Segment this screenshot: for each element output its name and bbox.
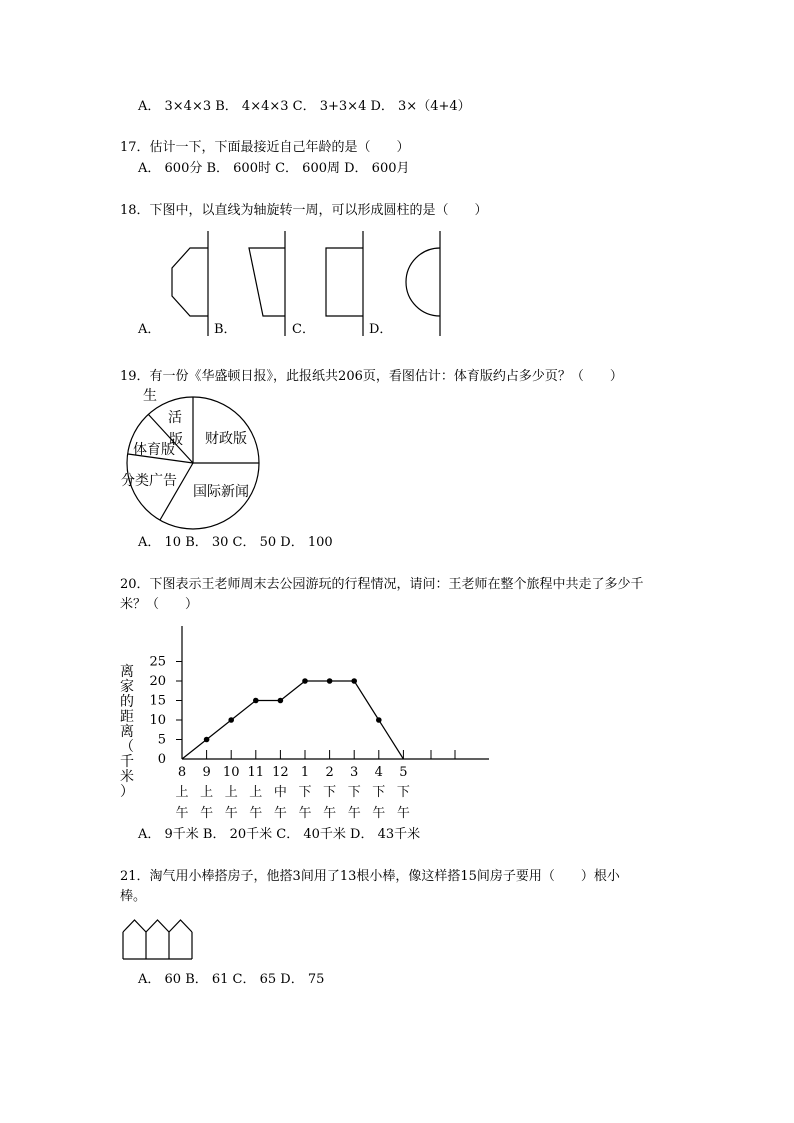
q18-label-b: B． <box>214 322 237 337</box>
x-tick-hour: 11 <box>247 765 265 780</box>
y-tick-label: 10 <box>149 713 166 728</box>
shape-c <box>326 231 363 336</box>
q20-question-line1: 20．下图表示王老师周末去公园游玩的行程情况，请问：王老师在整个旅程中共走了多少千 <box>120 577 644 592</box>
x-tick-period: 下 <box>323 785 337 800</box>
x-tick-suffix: 午 <box>200 806 214 821</box>
y-axis-label-char: （ <box>120 739 134 755</box>
pie-label-intl: 国际新闻 <box>193 484 249 500</box>
y-tick-label: 5 <box>157 732 166 748</box>
q18-label-d: D． <box>369 322 393 337</box>
q19-question: 19．有一份《华盛顿日报》，此报纸共206页，看图估计：体育版约占多少页？（ ） <box>120 369 623 384</box>
q17-options: A． 600分 B． 600时 C． 600周 D． 600月 <box>138 161 410 176</box>
x-tick-period: 下 <box>396 785 410 800</box>
pie-label-life-3: 版 <box>169 432 183 448</box>
x-tick-suffix: 午 <box>273 806 287 821</box>
x-tick-suffix: 午 <box>175 806 189 821</box>
x-tick-suffix: 午 <box>372 806 386 821</box>
y-axis-label-char: 的 <box>120 694 134 710</box>
data-point <box>204 737 210 743</box>
x-tick-period: 上 <box>249 785 263 800</box>
y-tick-label: 20 <box>149 674 166 689</box>
x-tick-suffix: 午 <box>323 806 337 821</box>
data-point <box>228 717 234 723</box>
y-axis-label-char: 距 <box>120 709 134 725</box>
data-point <box>253 698 259 704</box>
q20-question-line2: 米？（ ） <box>120 597 199 612</box>
x-tick-period: 下 <box>298 785 312 800</box>
x-tick-hour: 9 <box>202 765 211 780</box>
x-tick-hour: 10 <box>222 765 240 780</box>
x-tick-suffix: 午 <box>298 806 312 821</box>
distance-series-line <box>182 681 403 759</box>
shape-a <box>172 231 208 336</box>
q21-question-line2: 棒。 <box>120 889 147 904</box>
pie-label-sports: 体育版 <box>133 442 175 458</box>
y-axis-label-char: 米 <box>120 769 134 785</box>
q18-question: 18．下图中，以直线为轴旋转一周，可以形成圆柱的是（ ） <box>120 203 488 218</box>
x-tick-hour: 2 <box>325 765 334 780</box>
y-tick-label: 15 <box>149 693 166 709</box>
x-tick-hour: 8 <box>177 765 187 780</box>
data-point <box>376 717 382 723</box>
y-tick-label: 0 <box>157 752 166 767</box>
pie-outline <box>127 397 259 529</box>
q17-question: 17．估计一下，下面最接近自己年龄的是（ ） <box>120 140 410 155</box>
shape-d <box>406 231 440 336</box>
x-tick-period: 下 <box>347 785 361 800</box>
pie-label-finance: 财政版 <box>205 431 247 447</box>
x-tick-hour: 5 <box>399 765 408 780</box>
q18-label-c: C． <box>292 322 315 337</box>
pie-label-life-2: 活 <box>168 410 182 426</box>
y-axis-label-char: 家 <box>120 679 134 695</box>
x-tick-suffix: 午 <box>249 806 263 821</box>
pie-divider-lower <box>160 463 193 520</box>
x-tick-period: 上 <box>200 785 214 800</box>
y-axis-label-char: 离 <box>120 664 134 680</box>
x-tick-period: 下 <box>372 785 386 800</box>
pie-label-ads: 分类广告 <box>121 473 177 489</box>
x-tick-period: 中 <box>273 785 287 800</box>
data-point <box>351 678 357 684</box>
pie-label-life-1: 生 <box>143 388 157 404</box>
q20-options: A． 9千米 B． 20千米 C． 40千米 D． 43千米 <box>138 827 421 842</box>
q19-options: A． 10 B． 30 C． 50 D． 100 <box>138 535 333 550</box>
q18-label-a: A． <box>138 322 161 337</box>
x-tick-hour: 3 <box>350 765 359 780</box>
shape-b <box>249 231 285 336</box>
x-tick-suffix: 午 <box>224 806 238 821</box>
q16-options: A． 3×4×3 B． 4×4×3 C． 3+3×4 D． 3×（4+4） <box>138 99 471 114</box>
data-point <box>278 698 284 704</box>
x-tick-suffix: 午 <box>396 806 410 821</box>
q21-question-line1: 21．淘气用小棒搭房子，他搭3间用了13根小棒，像这样搭15间房子要用（ ）根小 <box>120 869 620 884</box>
x-tick-period: 上 <box>175 785 189 800</box>
data-point <box>302 678 308 684</box>
x-tick-hour: 4 <box>374 765 383 780</box>
y-tick-label: 25 <box>149 654 166 670</box>
x-tick-period: 上 <box>224 785 238 800</box>
y-axis-label-char: 千 <box>120 754 134 770</box>
x-tick-hour: 12 <box>272 765 289 780</box>
x-tick-suffix: 午 <box>347 806 361 821</box>
data-point <box>327 678 333 684</box>
x-tick-hour: 1 <box>300 765 310 780</box>
q21-options: A． 60 B． 61 C． 65 D． 75 <box>138 972 325 987</box>
y-axis-label-char: 离 <box>120 724 134 740</box>
y-axis-label-char: ） <box>120 784 134 800</box>
